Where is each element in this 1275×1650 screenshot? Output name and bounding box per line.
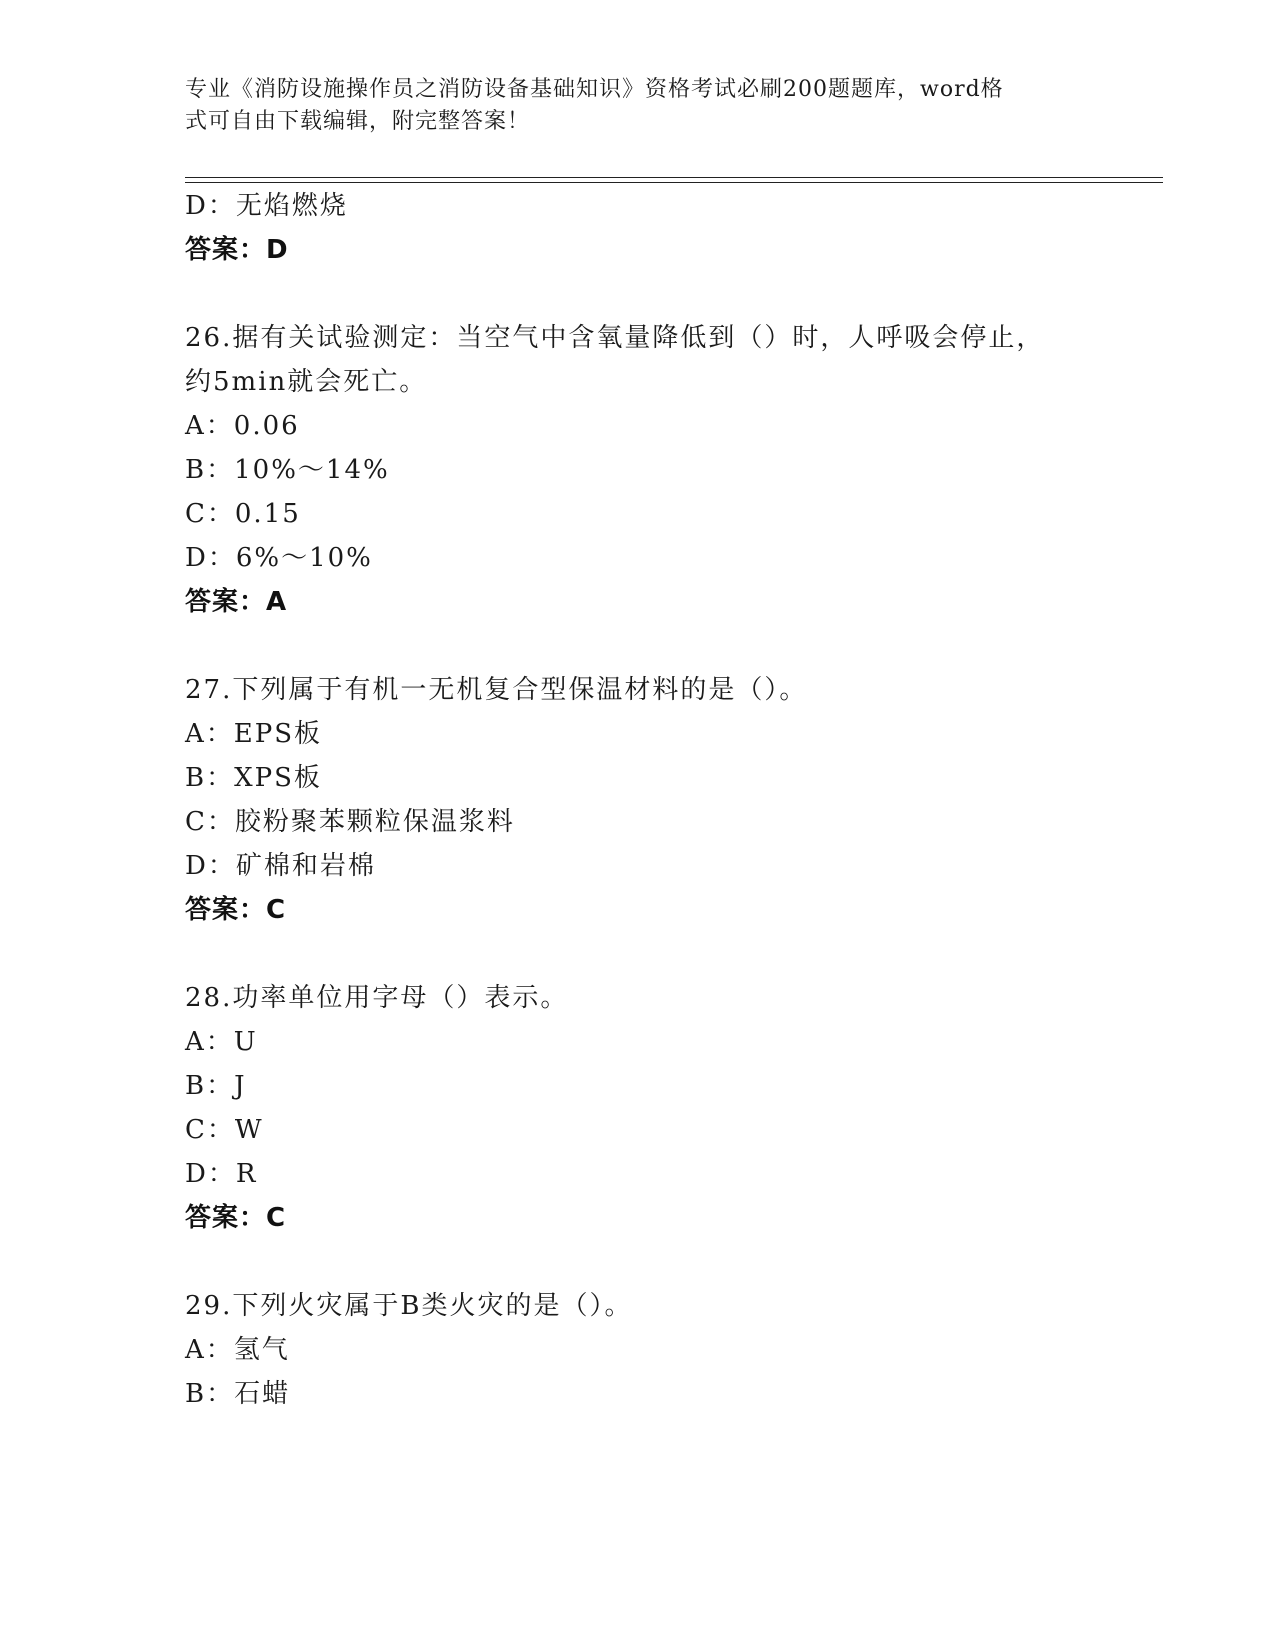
question-29-option-b: B：石蜡 — [185, 1379, 291, 1409]
question-29-option-a: A：氢气 — [185, 1335, 290, 1365]
question-26-option-a: A：0.06 — [185, 411, 300, 441]
header-divider-bottom — [185, 182, 1163, 183]
header-line-2: 式可自由下载编辑，附完整答案！ — [185, 109, 531, 134]
question-28-option-c: C：W — [185, 1115, 264, 1145]
question-26-option-b: B：10%～14% — [185, 455, 390, 485]
question-28-stem: 28.功率单位用字母（）表示。 — [185, 983, 569, 1013]
question-27-option-a: A：EPS板 — [185, 719, 323, 749]
question-27-option-d: D：矿棉和岩棉 — [185, 851, 376, 881]
question-27-option-c: C：胶粉聚苯颗粒保温浆料 — [185, 807, 515, 837]
question-28-option-a: A：U — [185, 1027, 258, 1057]
header-divider-top — [185, 177, 1163, 178]
question-27-stem: 27.下列属于有机一无机复合型保温材料的是（）。 — [185, 675, 808, 705]
question-26-answer: 答案：A — [185, 587, 288, 617]
question-26-stem-line-1: 26.据有关试验测定：当空气中含氧量降低到（）时，人呼吸会停止， — [185, 323, 1045, 353]
answer-line: 答案：D — [185, 235, 289, 265]
question-27-answer: 答案：C — [185, 895, 287, 925]
question-27-option-b: B：XPS板 — [185, 763, 322, 793]
question-26-option-d: D：6%～10% — [185, 543, 373, 573]
question-26-option-c: C：0.15 — [185, 499, 301, 529]
document-header — [185, 74, 1065, 138]
header-line-1: 专业《消防设施操作员之消防设备基础知识》资格考试必刷200题题库，word格 — [185, 77, 1004, 102]
question-28-option-d: D：R — [185, 1159, 258, 1189]
question-29-stem: 29.下列火灾属于B类火灾的是（）。 — [185, 1291, 633, 1321]
option-d: D：无焰燃烧 — [185, 191, 348, 221]
question-26-stem-line-2: 约5min就会死亡。 — [185, 367, 428, 397]
question-28-answer: 答案：C — [185, 1203, 287, 1233]
question-28-option-b: B：J — [185, 1071, 247, 1101]
